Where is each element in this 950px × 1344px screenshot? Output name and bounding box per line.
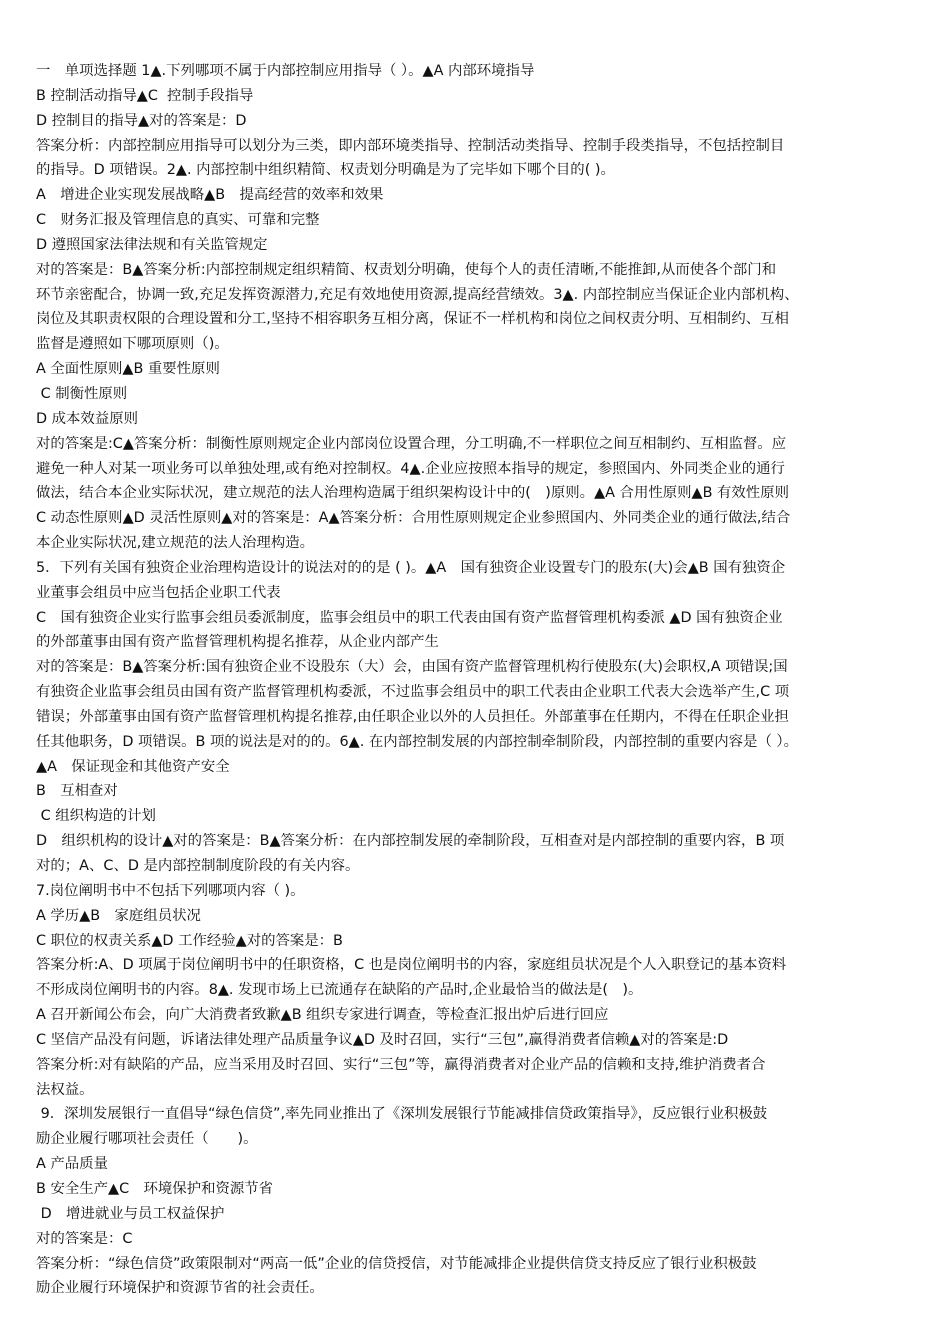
- text-line: D 成本效益原则: [36, 410, 138, 427]
- text-line: 有独资企业监事会组员由国有资产监督管理机构委派，不过监事会组员中的职工代表由企业职工代表大会选举产生,C 项: [36, 684, 790, 701]
- text-line: 7.岗位阐明书中不包括下列哪项内容（ )。: [36, 882, 305, 899]
- text-line: C 组织构造的计划: [36, 808, 156, 825]
- text-line: 监督是遵照如下哪项原则（)。: [36, 336, 229, 353]
- text-line: 励企业履行环境保护和资源节省的社会责任。: [36, 1280, 324, 1297]
- text-line: 避免一种人对某一项业务可以单独处理,或有绝对控制权。4▲.企业应按照本指导的规定，参照国内、外同类企业的通行: [36, 460, 785, 477]
- text-line: 错误；外部董事由国有资产监督管理机构提名推荐,由任职企业以外的人员担任。外部董事在任期内，不得在任职企业担: [36, 708, 789, 725]
- text-line: 9．深圳发展银行一直倡导“绿色信贷”,率先同业推出了《深圳发展银行节能减排信贷政策指导》，反应银行业积极鼓: [36, 1106, 768, 1123]
- text-line: 对的答案是：C: [36, 1230, 133, 1247]
- text-line: A 召开新闻公布会，向广大消费者致歉▲B 组织专家进行调查，等检查汇报出炉后进行回应: [36, 1007, 609, 1024]
- text-line: 答案分析：内部控制应用指导可以划分为三类，即内部环境类指导、控制活动类指导、控制手段类指导，不包括控制目: [36, 137, 785, 154]
- text-line: D 遵照国家法律法规和有关监管规定: [36, 236, 268, 253]
- text-line: B 安全生产▲C 环境保护和资源节省: [36, 1180, 274, 1197]
- text-line: 答案分析:A、D 项属于岗位阐明书中的任职资格，C 也是岗位阐明书的内容，家庭组员状况是个人入职登记的基本资料: [36, 957, 787, 974]
- text-line: 答案分析：“绿色信贷”政策限制对“两高一低”企业的信贷授信，对节能减排企业提供信贷支持反应了银行业积极鼓: [36, 1255, 757, 1272]
- text-line: 对的答案是:C▲答案分析：制衡性原则规定企业内部岗位设置合理，分工明确,不一样职位之间互相制约、互相监督。应: [36, 435, 787, 452]
- text-line: D 控制目的指导▲对的答案是：D: [36, 112, 247, 129]
- text-line: D 增进就业与员工权益保护: [36, 1205, 225, 1222]
- text-line: 业董事会组员中应当包括企业职工代表: [36, 584, 281, 601]
- text-line: 环节亲密配合，协调一致,充足发挥资源潜力,充足有效地使用资源,提高经营绩效。3▲. 内部控制应当保证企业内部机构、: [36, 286, 799, 303]
- text-line: C 国有独资企业实行监事会组员委派制度，监事会组员中的职工代表由国有资产监督管理机构委派 ▲D 国有独资企业: [36, 609, 783, 626]
- text-line: C 财务汇报及管理信息的真实、可靠和完整: [36, 212, 320, 229]
- text-line: 的外部董事由国有资产监督管理机构提名推荐，从企业内部产生: [36, 634, 439, 651]
- text-line: 励企业履行哪项社会责任（ )。: [36, 1131, 258, 1148]
- text-line: ▲A 保证现金和其他资产安全: [36, 758, 230, 775]
- document-page: [36, 59, 916, 1301]
- text-line: C 制衡性原则: [36, 385, 128, 402]
- text-line: 的指导。D 项错误。2▲. 内部控制中组织精简、权责划分明确是为了完毕如下哪个目的( )。: [36, 162, 615, 179]
- text-line: C 动态性原则▲D 灵活性原则▲对的答案是：A▲答案分析：合用性原则规定企业参照国内、外同类企业的通行做法,结合: [36, 510, 791, 527]
- text-line: 本企业实际状况,建立规范的法人治理构造。: [36, 535, 314, 552]
- text-line: 不形成岗位阐明书的内容。8▲. 发现市场上已流通存在缺陷的产品时,企业最恰当的做法是( )。: [36, 982, 643, 999]
- text-line: A 全面性原则▲B 重要性原则: [36, 361, 220, 378]
- text-line: C 职位的权责关系▲D 工作经验▲对的答案是：B: [36, 932, 343, 949]
- text-line: 对的答案是：B▲答案分析:国有独资企业不设股东（大）会，由国有资产监督管理机构行使股东(大)会职权,A 项错误;国: [36, 659, 788, 676]
- text-line: A 产品质量: [36, 1156, 108, 1173]
- text-line: A 增进企业实现发展战略▲B 提高经营的效率和效果: [36, 187, 384, 204]
- text-line: 做法，结合本企业实际状况，建立规范的法人治理构造属于组织架构设计中的( )原则。▲A 合用性原则▲B 有效性原则: [36, 485, 789, 502]
- text-line: C 坚信产品没有问题，诉诸法律处理产品质量争议▲D 及时召回，实行“三包”,赢得消费者信赖▲对的答案是:D: [36, 1031, 729, 1048]
- text-line: D 组织机构的设计▲对的答案是：B▲答案分析：在内部控制发展的牵制阶段，互相查对是内部控制的重要内容，B 项: [36, 833, 785, 850]
- text-line: 答案分析:对有缺陷的产品，应当采用及时召回、实行“三包”等，赢得消费者对企业产品的信赖和支持,维护消费者合: [36, 1056, 766, 1073]
- text-line: B 控制活动指导▲C 控制手段指导: [36, 87, 254, 104]
- text-line: 法权益。: [36, 1081, 94, 1098]
- text-line: 对的；A、C、D 是内部控制制度阶段的有关内容。: [36, 858, 360, 874]
- text-line: 任其他职务，D 项错误。B 项的说法是对的的。6▲. 在内部控制发展的内部控制牵制阶段，内部控制的重要内容是（ ）。: [36, 733, 798, 750]
- text-line: A 学历▲B 家庭组员状况: [36, 907, 201, 924]
- text-line: 岗位及其职责权限的合理设置和分工,坚持不相容职务互相分离，保证不一样机构和岗位之间权责分明、互相制约、互相: [36, 311, 789, 328]
- text-line: 对的答案是：B▲答案分析:内部控制规定组织精简、权责划分明确，使每个人的责任清晰,不能推卸,从而使各个部门和: [36, 261, 777, 278]
- text-line: 5．下列有关国有独资企业治理构造设计的说法对的的是 ( )。▲A 国有独资企业设置专门的股东(大)会▲B 国有独资企: [36, 559, 786, 576]
- text-line: 一 单项选择题 1▲.下列哪项不属于内部控制应用指导（ ）。▲A 内部环境指导: [36, 63, 535, 79]
- text-line: B 互相查对: [36, 783, 118, 800]
